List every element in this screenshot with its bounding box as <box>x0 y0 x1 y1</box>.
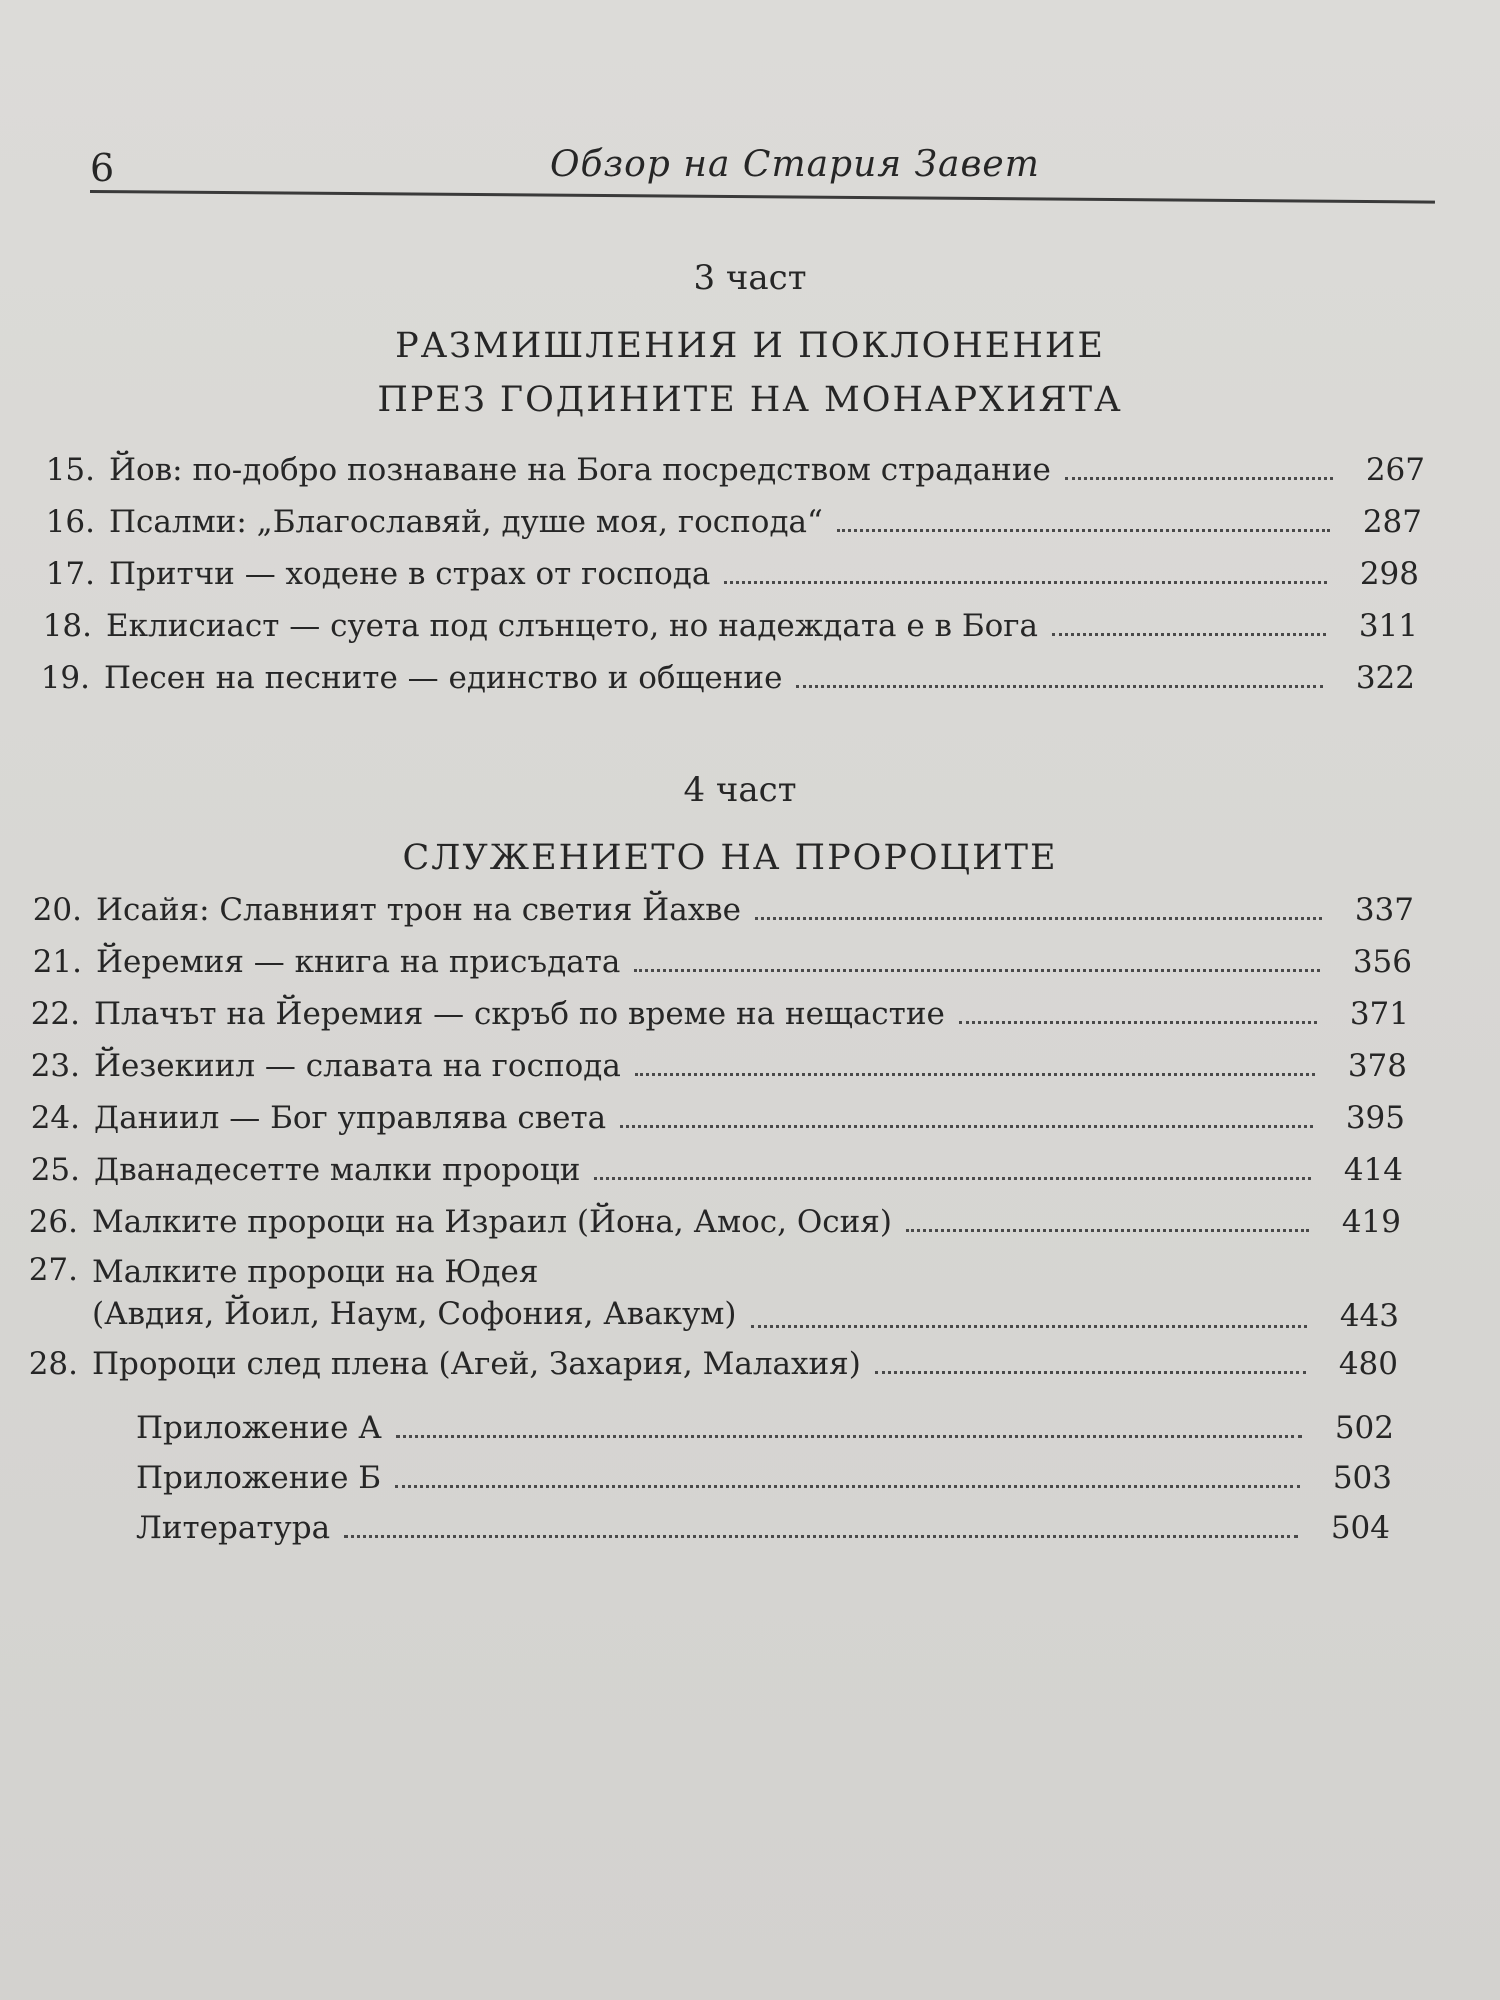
entry-page: 443 <box>1339 1298 1399 1334</box>
dot-leader <box>796 685 1323 688</box>
entry-page: 356 <box>1352 944 1412 980</box>
part-4-label: 4 част <box>683 770 797 810</box>
part-3-label: 3 част <box>693 258 807 298</box>
toc-entry <box>136 1460 1392 1496</box>
entry-page: 419 <box>1341 1204 1401 1240</box>
entry-number: 20. <box>32 892 82 928</box>
entry-page: 378 <box>1347 1048 1407 1084</box>
part-3-title-line-1: РАЗМИШЛЕНИЯ И ПОКЛОНЕНИЕ <box>395 326 1105 366</box>
entry-page: 371 <box>1349 996 1409 1032</box>
entry-title: Исайя: Славният трон на светия Йахве <box>96 892 741 928</box>
toc-entry <box>136 1410 1394 1446</box>
dot-leader <box>594 1177 1311 1180</box>
toc-entry <box>12 892 1414 928</box>
entry-page: 502 <box>1334 1410 1394 1446</box>
entry-number: 17. <box>45 556 95 592</box>
dot-leader <box>755 917 1322 920</box>
entry-title: Литература <box>136 1510 331 1546</box>
dot-leader <box>1052 633 1326 636</box>
entry-title: Плачът на Йеремия — скръб по време на нещастие <box>94 996 945 1032</box>
dot-leader <box>724 581 1327 584</box>
dot-leader <box>906 1229 1309 1232</box>
toc-entry <box>25 504 1422 540</box>
dot-leader <box>837 529 1330 532</box>
entry-page: 414 <box>1343 1152 1403 1188</box>
dot-leader <box>634 969 1320 972</box>
entry-title: Малките пророци на Израил (Йона, Амос, Осия) <box>92 1204 892 1240</box>
entry-title: Йезекиил — славата на господа <box>94 1048 621 1084</box>
dot-leader <box>875 1371 1306 1374</box>
entry-page: 395 <box>1345 1100 1405 1136</box>
entry-title: Приложение Б <box>136 1460 382 1496</box>
entry-page: 298 <box>1359 556 1419 592</box>
entry-number: 26. <box>28 1204 78 1240</box>
dot-leader <box>395 1485 1300 1488</box>
entry-title: Йеремия — книга на присъдата <box>96 944 621 980</box>
toc-entry <box>12 944 1412 980</box>
dot-leader <box>635 1073 1315 1076</box>
entry-page: 503 <box>1332 1460 1392 1496</box>
entry-title: Песен на песните — единство и общение <box>104 660 783 696</box>
toc-entry <box>136 1510 1390 1546</box>
entry-title: Малките пророци на Юдея <box>92 1254 539 1290</box>
entry-page: 480 <box>1338 1346 1398 1382</box>
dot-leader <box>1065 477 1333 480</box>
toc-entry <box>22 608 1418 644</box>
dot-leader <box>959 1021 1317 1024</box>
toc-entry <box>8 1204 1401 1240</box>
toc-entry <box>10 1100 1405 1136</box>
entry-title: Дванадесетте малки пророци <box>94 1152 581 1188</box>
entry-title-continued: (Авдия, Йоил, Наум, Софония, Авакум) <box>92 1296 737 1332</box>
entry-page: 311 <box>1358 608 1418 644</box>
toc-entry <box>25 452 1425 488</box>
entry-number: 25. <box>30 1152 80 1188</box>
toc-entry <box>10 1152 1403 1188</box>
entry-number: 22. <box>30 996 80 1032</box>
part-3-title-line-2: ПРЕЗ ГОДИНИТЕ НА МОНАРХИЯТА <box>377 380 1123 420</box>
entry-number: 23. <box>30 1048 80 1084</box>
entry-title: Псалми: „Благославяй, душе моя, господа“ <box>109 504 823 540</box>
entry-number: 21. <box>32 944 82 980</box>
entry-page: 337 <box>1354 892 1414 928</box>
entry-page: 504 <box>1330 1510 1390 1546</box>
page-number: 6 <box>90 146 115 190</box>
entry-number: 28. <box>28 1346 78 1382</box>
entry-title: Пророци след плена (Агей, Захария, Малахия) <box>92 1346 861 1382</box>
entry-title: Приложение А <box>136 1410 382 1446</box>
entry-page: 322 <box>1355 660 1415 696</box>
entry-title: Даниил — Бог управлява света <box>94 1100 607 1136</box>
entry-title: Йов: по-добро познаване на Бога посредством страдание <box>109 452 1051 488</box>
toc-entry <box>25 556 1419 592</box>
part-4-title: СЛУЖЕНИЕТО НА ПРОРОЦИТЕ <box>402 838 1058 878</box>
toc-entry <box>10 1048 1407 1084</box>
entry-page: 267 <box>1365 452 1425 488</box>
dot-leader <box>344 1535 1298 1538</box>
entry-number: 15. <box>45 452 95 488</box>
entry-title-block <box>92 1252 737 1336</box>
running-title: Обзор на Стария Завет <box>550 144 1040 185</box>
entry-number: 16. <box>45 504 95 540</box>
dot-leader <box>751 1325 1307 1328</box>
entry-number: 19. <box>40 660 90 696</box>
dot-leader <box>620 1125 1313 1128</box>
entry-page: 287 <box>1362 504 1422 540</box>
toc-entry <box>20 660 1415 696</box>
toc-entry <box>8 1346 1398 1382</box>
entry-title: Еклисиаст — суета под слънцето, но надеждата е в Бога <box>106 608 1039 644</box>
entry-title: Притчи — ходене в страх от господа <box>109 556 711 592</box>
dot-leader <box>396 1435 1302 1438</box>
toc-entry <box>8 1252 1399 1336</box>
toc-entry <box>10 996 1409 1032</box>
entry-number: 27. <box>28 1252 78 1288</box>
entry-number: 24. <box>30 1100 80 1136</box>
entry-number: 18. <box>42 608 92 644</box>
